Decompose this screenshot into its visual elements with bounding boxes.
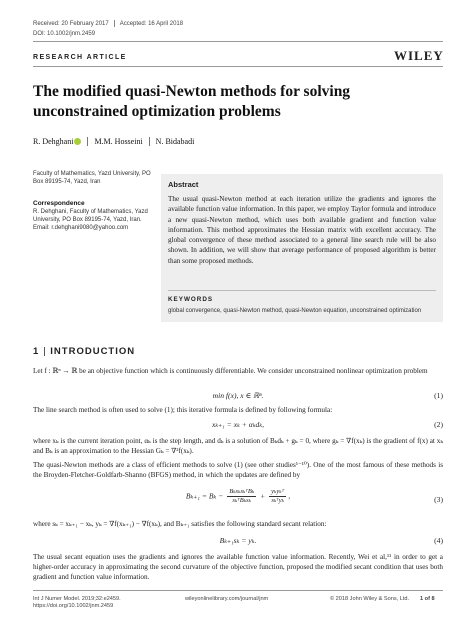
equation-number: (2): [434, 420, 443, 429]
section-number: 1: [33, 346, 40, 357]
equation-comma: ,: [288, 491, 291, 501]
orcid-icon[interactable]: [74, 138, 81, 145]
correspondence-heading: Correspondence: [33, 200, 85, 207]
equation-number: (3): [434, 495, 443, 504]
section-title: INTRODUCTION: [50, 346, 136, 357]
header-rule: [33, 41, 443, 42]
affiliation: Faculty of Mathematics, Yazd University, PO Box 89195-74, Yazd, Iran: [33, 171, 151, 185]
correspondence-address: R. Dehghani, Faculty of Mathematics, Yazd University, PO Box 89195-74, Yazd, Iran.: [33, 209, 148, 223]
header-rule-2: [33, 66, 443, 67]
divider: [44, 347, 45, 356]
publication-dates: [33, 20, 183, 27]
equation-body: xₖ₊₁ = xₖ + αₖdₖ,: [212, 420, 264, 429]
received-date: Received: 20 February 2017: [33, 21, 109, 28]
fraction: [269, 488, 286, 505]
footer-doi[interactable]: https://doi.org/10.1002/jnm.2459: [33, 603, 114, 609]
copyright: © 2018 John Wiley & Sons, Ltd.: [330, 596, 410, 602]
fraction-denominator: sₖᵀyₖ: [271, 497, 284, 504]
paragraph: where xₖ is the current iteration point, αₖ is the step length, and dₖ is a solution of Bₖdₖ + gₖ = 0, where gₖ = ∇f(xₖ) is the gradient of f(x) at xₖ and Bₖ is an approximation to the Hessian Gₖ = ∇²f(xₖ).: [33, 437, 443, 455]
keywords-heading: KEYWORDS: [168, 296, 214, 303]
equation-number: (4): [434, 536, 443, 545]
footer-citation: [33, 596, 121, 610]
keywords-text: global convergence, quasi-Newton method, quasi-Newton equation, unconstrained optimization: [168, 308, 422, 314]
fraction-numerator: BₖsₖsₖᵀBₖ: [229, 488, 255, 495]
fraction-denominator: sₖᵀBₖsₖ: [232, 497, 252, 504]
author-name[interactable]: M.M. Hosseini: [94, 137, 143, 146]
equation-lhs: Bₖ₊₁ = Bₖ −: [185, 491, 224, 501]
equation-number: (1): [434, 391, 443, 400]
divider: [114, 20, 115, 27]
footer-rule: [33, 590, 443, 591]
abstract-text: The usual quasi-Newton method at each iteration utilize the gradients and ignores the available function value information. In this paper, we employ Taylor formula and introduce a new quasi-Newton method, which uses both available gradient and function value information. This method approximates the Hessian matrix with excellent accuracy. The global convergence of these method associated to a general line search rule will be also shown. In addition, we will show that average performance of proposed algorithm is better than some proposed methods.: [168, 195, 436, 265]
equation-4: [33, 536, 443, 546]
equation-2: [33, 420, 443, 430]
journal-citation: Int J Numer Model. 2019;32:e2459.: [33, 596, 121, 602]
doi-text[interactable]: DOI: 10.1002/jnm.2459: [33, 31, 96, 37]
fraction: [227, 488, 256, 505]
equation-body: Bₖ₊₁sₖ = yₖ.: [219, 536, 257, 545]
author-name[interactable]: N. Bidabadi: [155, 137, 195, 146]
article-type: RESEARCH ARTICLE: [33, 54, 127, 61]
fraction-numerator: yₖyₖᵀ: [271, 488, 285, 495]
author-list: [33, 137, 194, 146]
publisher-logo: WILEY: [394, 48, 444, 63]
paragraph: The quasi-Newton methods are a class of efficient methods to solve (1) (see other studies¹⁻¹⁰). One of the most famous of these methods is the Broyden-Fletcher-Goldfarb-Shanno (BFGS) method, in which the updates are defined by: [33, 461, 443, 479]
paragraph: The line search method is often used to solve (1); this iterative formula is defined by following formula:: [33, 406, 333, 414]
paragraph: The usual secant equation uses the gradients and ignores the available function value information. Recently, Wei et al,¹¹ in order to get a higher-order accuracy in approximating the second curvature of the objective function, proposed the modified secant condition that uses both gradient and function value information.: [33, 553, 443, 581]
equation-1: [33, 391, 443, 401]
equation-3: [33, 488, 443, 512]
equation-body: min f(x), x ∈ ℝⁿ.: [212, 391, 264, 400]
accepted-date: Accepted: 16 April 2018: [119, 21, 184, 28]
author-name[interactable]: R. Dehghani: [33, 137, 74, 146]
abstract-heading: Abstract: [168, 180, 199, 189]
paragraph: Let f : ℝⁿ → ℝ be an objective function which is continuously differentiable. We consider unconstrained nonlinear optimization problem: [33, 367, 428, 375]
keywords-rule: [168, 290, 436, 291]
paragraph: where sₖ = xₖ₊₁ − xₖ, yₖ = ∇f(xₖ₊₁) − ∇f(xₖ), and Bₖ₊₁ satisfies the following standard secant relation:: [33, 520, 327, 528]
article-title: The modified quasi-Newton methods for solving unconstrained optimization problems: [33, 83, 351, 120]
equation-body: [33, 488, 443, 505]
journal-url[interactable]: wileyonlinelibrary.com/journal/jnm: [185, 596, 269, 602]
plus-sign: +: [260, 491, 266, 501]
divider: [87, 137, 88, 146]
divider: [149, 137, 150, 146]
section-heading: [33, 346, 135, 357]
page-number: 1 of 8: [420, 596, 435, 602]
correspondence-block: [33, 208, 158, 232]
correspondence-email[interactable]: Email: r.dehghani9080@yahoo.com: [33, 225, 129, 231]
